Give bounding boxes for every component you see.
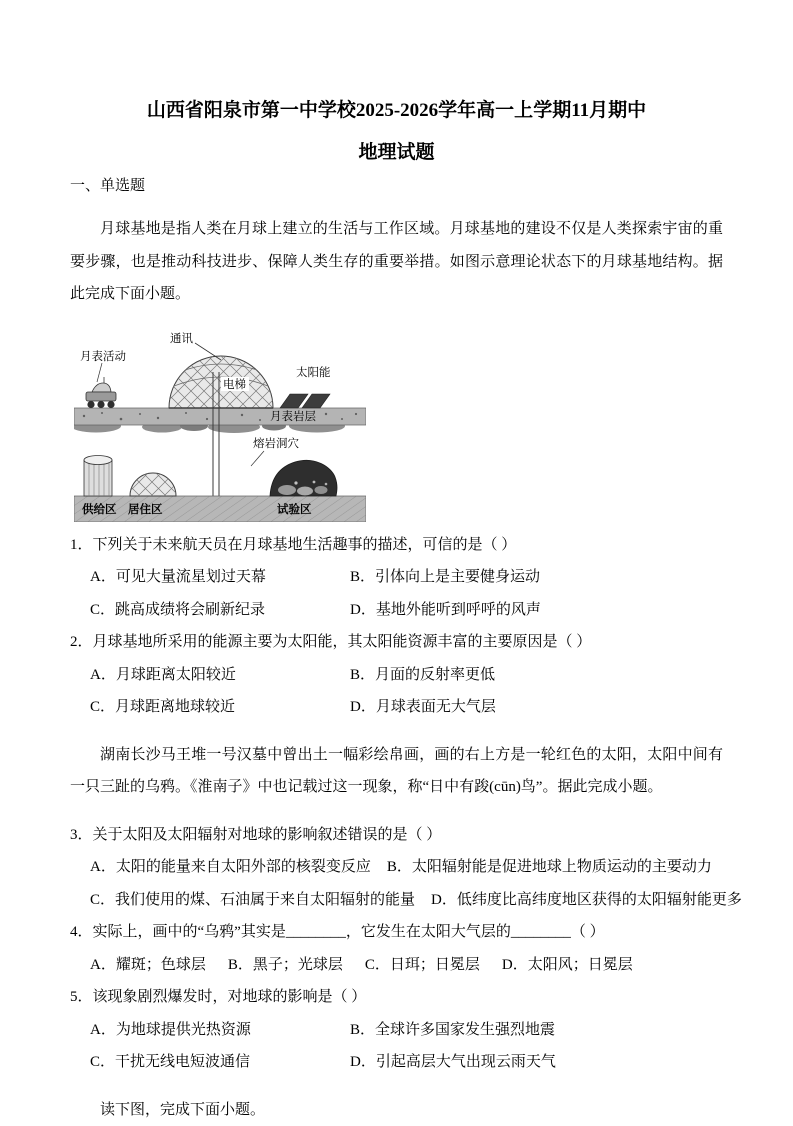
supply-tank-icon [84,455,112,496]
question-4-stem: 4．实际上，画中的“乌鸦”其实是________，它发生在太阳大气层的________（ ） [70,916,723,949]
closing-line: 读下图，完成下面小题。 [70,1094,723,1126]
question-1-option-c: C．跳高成绩将会刷新纪录 [90,594,350,627]
communication-label: 通讯 [170,332,193,345]
lava-cave-label: 熔岩洞穴 [253,436,299,450]
question-3-option-c: C．我们使用的煤、石油属于来自太阳辐射的能量 [90,884,415,917]
question-1-option-a: A．可见大量流星划过天幕 [90,561,350,594]
rock-layer-label: 月表岩层 [270,409,316,423]
lunar-rover-icon [86,377,116,408]
question-1-option-b: B．引体向上是主要健身运动 [350,561,723,594]
question-3 [70,819,723,917]
question-3-option-b: B．太阳辐射能是促进地球上物质运动的主要动力 [387,851,712,884]
question-3-stem: 3．关于太阳及太阳辐射对地球的影响叙述错误的是（ ） [70,819,723,852]
question-2-option-c: C．月球距离地球较近 [90,691,350,724]
moon-base-diagram [74,326,366,527]
solar-panel-array-icon [280,394,330,408]
exam-title-line2: 地理试题 [70,138,723,168]
question-2-option-b: B．月面的反射率更低 [350,659,723,692]
question-5-option-d: D．引起高层大气出现云雨天气 [350,1046,723,1079]
question-5-option-c: C．干扰无线电短波通信 [90,1046,350,1079]
question-3-option-d: D．低纬度比高纬度地区获得的太阳辐射能更多 [431,884,742,917]
question-1-option-d: D．基地外能听到呼呼的风声 [350,594,723,627]
question-3-options [90,851,723,916]
intro-passage: 月球基地是指人类在月球上建立的生活与工作区域。月球基地的建设不仅是人类探索宇宙的重要步骤，也是推动科技进步、保障人类生存的重要举措。如图示意理论状态下的月球基地结构。据此完成下面小题。 [70,213,723,311]
question-4-option-b: B．黑子；光球层 [228,949,343,982]
question-5-option-b: B．全球许多国家发生强烈地震 [350,1014,723,1047]
lunar-surface-band [74,408,366,425]
test-zone-label: 试验区 [277,502,312,516]
question-4-option-a: A．耀斑；色球层 [90,949,206,982]
moon-base-figure [74,326,366,522]
question-5-option-a: A．为地球提供光热资源 [90,1014,350,1047]
supply-zone-label: 供给区 [82,502,117,516]
question-2 [70,626,723,724]
elevator-label: 电梯 [223,377,246,391]
question-5-stem: 5．该现象剧烈爆发时，对地球的影响是（ ） [70,981,723,1014]
question-4 [70,916,723,981]
section-heading: 一、单选题 [70,174,723,198]
question-4-options [90,949,723,982]
exam-title-line1: 山西省阳泉市第一中学校2025-2026学年高一上学期11月期中 [70,96,723,126]
lava-cave-leader-line [251,451,264,466]
question-2-option-a: A．月球距离太阳较近 [90,659,350,692]
question-3-option-a: A．太阳的能量来自太阳外部的核裂变反应 [90,851,371,884]
surface-activity-label: 月表活动 [80,349,126,363]
question-2-option-d: D．月球表面无大气层 [350,691,723,724]
surface-activity-leader-line [97,363,102,382]
habitat-dome-icon [130,473,176,496]
solar-energy-label: 太阳能 [296,365,331,379]
question-1 [70,529,723,627]
test-cave-icon [270,460,337,496]
mawangdui-passage: 湖南长沙马王堆一号汉墓中曾出土一幅彩绘帛画，画的右上方是一轮红色的太阳，太阳中间有一只三趾的乌鸦。《淮南子》中也记载过这一现象，称“日中有踆(cūn)鸟”。据此完成小题。 [70,739,723,804]
question-1-stem: 1．下列关于未来航天员在月球基地生活趣事的描述，可信的是（ ） [70,529,723,562]
question-4-option-d: D．太阳风；日冕层 [502,949,633,982]
cave-floor-band [74,496,366,522]
question-1-options [90,561,723,626]
living-zone-label: 居住区 [128,502,163,516]
question-2-stem: 2．月球基地所采用的能源主要为太阳能，其太阳能资源丰富的主要原因是（ ） [70,626,723,659]
question-5-options [90,1014,723,1079]
question-4-option-c: C．日珥；日冕层 [365,949,480,982]
question-5 [70,981,723,1079]
question-2-options [90,659,723,724]
